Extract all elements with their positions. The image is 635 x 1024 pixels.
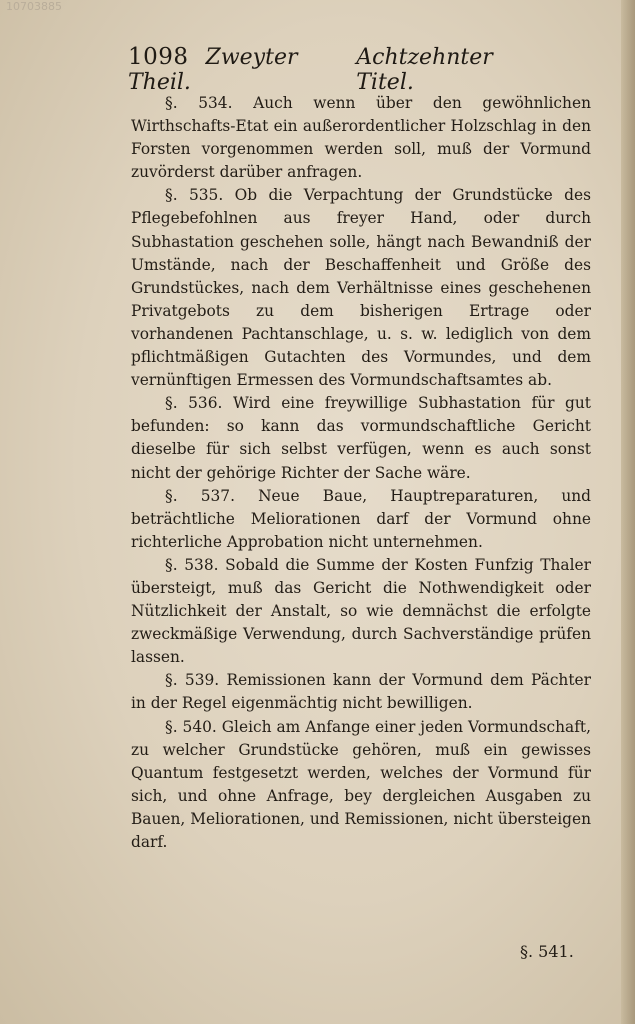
- page-edge: [621, 0, 635, 1024]
- library-stamp: 10703885: [6, 0, 62, 13]
- section-title: Achtzehnter Titel.: [356, 45, 493, 95]
- paragraph-540: §. 540. Gleich am Anfange einer jeden Vormundschaft, zu welcher Grundstücke gehören, muß ein gewisses Quantum festgesetzt werden, welches der Vormund für sich, und ohne Anfrage, bey dergleichen Ausgaben zu Bauen, Meliorationen, und Remissionen, nicht übersteigen darf.: [131, 717, 591, 851]
- paragraph-537: §. 537. Neue Baue, Hauptreparaturen, und beträchtliche Meliorationen darf der Vormund ohne richterliche Approbation nicht unternehmen.: [131, 486, 591, 551]
- catchword: §. 541.: [520, 942, 574, 961]
- paragraph-536: §. 536. Wird eine freywillige Subhastation für gut befunden: so kann das vormundschaftliche Gericht dieselbe für sich selbst verfügen, wenn es auch sonst nicht der gehörige Richter der Sache wäre.: [131, 394, 591, 482]
- paragraph-538: §. 538. Sobald die Summe der Kosten Funfzig Thaler übersteigt, muß das Gericht die Nothwendigkeit oder Nützlichkeit der Anstalt, so wie demnächst die erfolgte zweckmäßige Verwendung, durch Sachverständige prüfen lassen.: [131, 555, 591, 667]
- page-number: 1098: [128, 44, 189, 70]
- paragraph-539: §. 539. Remissionen kann der Vormund dem Pächter in der Regel eigenmächtig nicht bewilligen.: [131, 671, 591, 713]
- running-header: [128, 44, 548, 95]
- body-text: [131, 92, 591, 854]
- part-title: Zweyter Theil.: [128, 45, 298, 95]
- paragraph-535: §. 535. Ob die Verpachtung der Grundstücke des Pflegebefohlnen aus freyer Hand, oder durch Subhastation geschehen solle, hängt nach Bewandniß der Umstände, nach der Beschaffenheit und Größe des Grundstückes, nach dem Verhältnisse eines geschehenen Privatgebots zu dem bisherigen Ertrage oder vorhandenen Pachtanschlage, u. s. w. lediglich von dem pflichtmäßigen Gutachten des Vormundes, und dem vernünftigen Ermessen des Vormundschaftsamtes ab.: [131, 186, 591, 390]
- header-left: [128, 44, 356, 95]
- paragraph-534: §. 534. Auch wenn über den gewöhnlichen Wirthschafts-Etat ein außerordentlicher Holzschlag in den Forsten vorgenommen werden soll, muß der Vormund zuvörderst darüber anfragen.: [131, 94, 591, 182]
